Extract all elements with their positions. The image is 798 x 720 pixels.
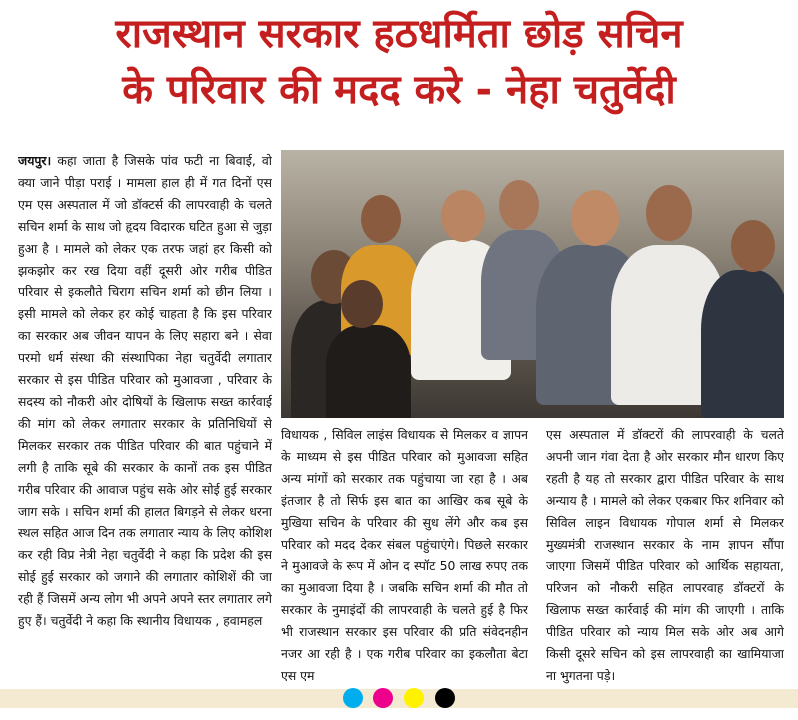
article-column-3 bbox=[546, 424, 784, 690]
photo-figure bbox=[499, 180, 539, 230]
article-column-1 bbox=[18, 150, 272, 690]
photo-figure bbox=[646, 185, 692, 241]
photo-figure bbox=[731, 220, 775, 272]
column-3-text: एस अस्पताल में डॉक्टरों की लापरवाही के चलते अपनी जान गंवा देता है ओर सरकार मौन धारण किए रहती है यह तो सरकार द्वारा पीडित परिवार के साथ अन्याय है । मामले को लेकर एकबार फिर शनिवार को सिविल लाइन विधायक गोपाल शर्मा से मिलकर मुख्यमंत्री राजस्थान सरकार के नाम ज्ञापन सौंपा जाएगा जिसमें पीडित परिवार को आर्थिक सहायता, परिजन को नौकरी सहित लापरवाह डॉक्टरों के खिलाफ सख्त कार्रवाई की मांग की जाएगी । ताकि पीडित परिवार को न्याय मिल सके ओर अब आगे किसी दूसरे सचिन को इस लापरवाही का खामियाजा ना भुगतना पड़े। bbox=[546, 427, 784, 683]
black-registration-dot bbox=[435, 688, 455, 708]
footer-band bbox=[0, 689, 798, 708]
column-2-text: विधायक , सिविल लाइंस विधायक से मिलकर व ज्ञापन के माध्यम से इस पीडित परिवार को मुआवजा सहित अन्य मांगों को सरकार तक पहुंचाया जा रहा है । अब इंतजार है तो सिर्फ इस बात का आखिर कब सूबे के मुखिया सचिन के परिवार की सुध लेंगे और कब इस परिवार को मदद देकर संबल पहुंचाएंगे। पिछले सरकार ने मुआवजे के रूप में ओन द स्पॉट 50 लाख रुपए तक का मुआवजा दिया है । जबकि सचिन शर्मा की मौत तो सरकार के नुमाइंदों की लापरवाही के चलते हुई है फिर भी राजस्थान सरकार इस परिवार की प्रति संवेदनहीन नजर आ रही है । एक गरीब परिवार का इकलौता बेटा एस एम bbox=[281, 427, 528, 683]
news-photo bbox=[281, 150, 784, 418]
article-column-2 bbox=[281, 424, 528, 690]
headline-line-1: राजस्थान सरकार हठधर्मिता छोड़ सचिन bbox=[115, 11, 683, 57]
magenta-registration-dot bbox=[373, 688, 393, 708]
headline bbox=[0, 6, 798, 118]
photo-figure bbox=[701, 270, 784, 418]
column-1-text: कहा जाता है जिसके पांव फटी ना बिवाई, वो क्या जाने पीड़ा पराई । मामला हाल ही में गत दिनों एस एम एस अस्पताल में जो डॉक्टर्स की लापरवाही के चलते सचिन शर्मा के साथ जो हृदय विदारक घटित हुआ से जुड़ा हुआ है । मामले को लेकर एक तरफ जहां हर किसी को झकझोर कर रख दिया वहीं दूसरी ओर गरीब पीडित परिवार से इकलौते चिराग सचिन शर्मा को छीन लिया । इसी मामले को लेकर हर कोई चाहता है कि इस परिवार का सरकार अब जीवन यापन के लिए सहारा बने । सेवा परमो धर्म संस्था की संस्थापिका नेहा चतुर्वेदी लगातार सरकार से इस पीडित परिवार को मुआवजा , परिवार के सदस्य को नौकरी ओर दोषियों के खिलाफ सख्त कार्रवाई की मांग को लेकर लगातार सरकार के प्रतिनिधियों से मिलकर सरकार तक पीडित परिवार की बात पहुंचाने में लगी है ताकि सूबे की सरकार के कानों तक इस पीडित गरीब परिवार की आवाज पहुंच सके ओर सोई हुई सरकार जाग सके । सचिन शर्मा की हालत बिगड़ने से लेकर धरना स्थल सहित आज दिन तक लगातार न्याय के लिए कोशिश कर रही विप्र नेत्री नेहा चतुर्वेदी ने कहा कि प्रदेश की इस सोई हुई सरकार को जगाने की लगातार कोशिशें की जा रही हैं जिसमें अन्य लोग भी अपने अपने स्तर लगातार लगे हुए हैं। चतुर्वेदी ने कहा कि स्थानीय विधायक , हवामहल bbox=[18, 153, 272, 629]
photo-figure bbox=[441, 190, 485, 242]
cyan-registration-dot bbox=[343, 688, 363, 708]
photo-figure bbox=[326, 325, 411, 418]
headline-line-2: के परिवार की मदद करे - नेहा चतुर्वेदी bbox=[122, 67, 676, 113]
photo-figure bbox=[341, 280, 383, 328]
yellow-registration-dot bbox=[404, 688, 424, 708]
dateline: जयपुर। bbox=[18, 153, 52, 168]
photo-figure bbox=[571, 190, 619, 246]
photo-figure bbox=[361, 195, 401, 243]
